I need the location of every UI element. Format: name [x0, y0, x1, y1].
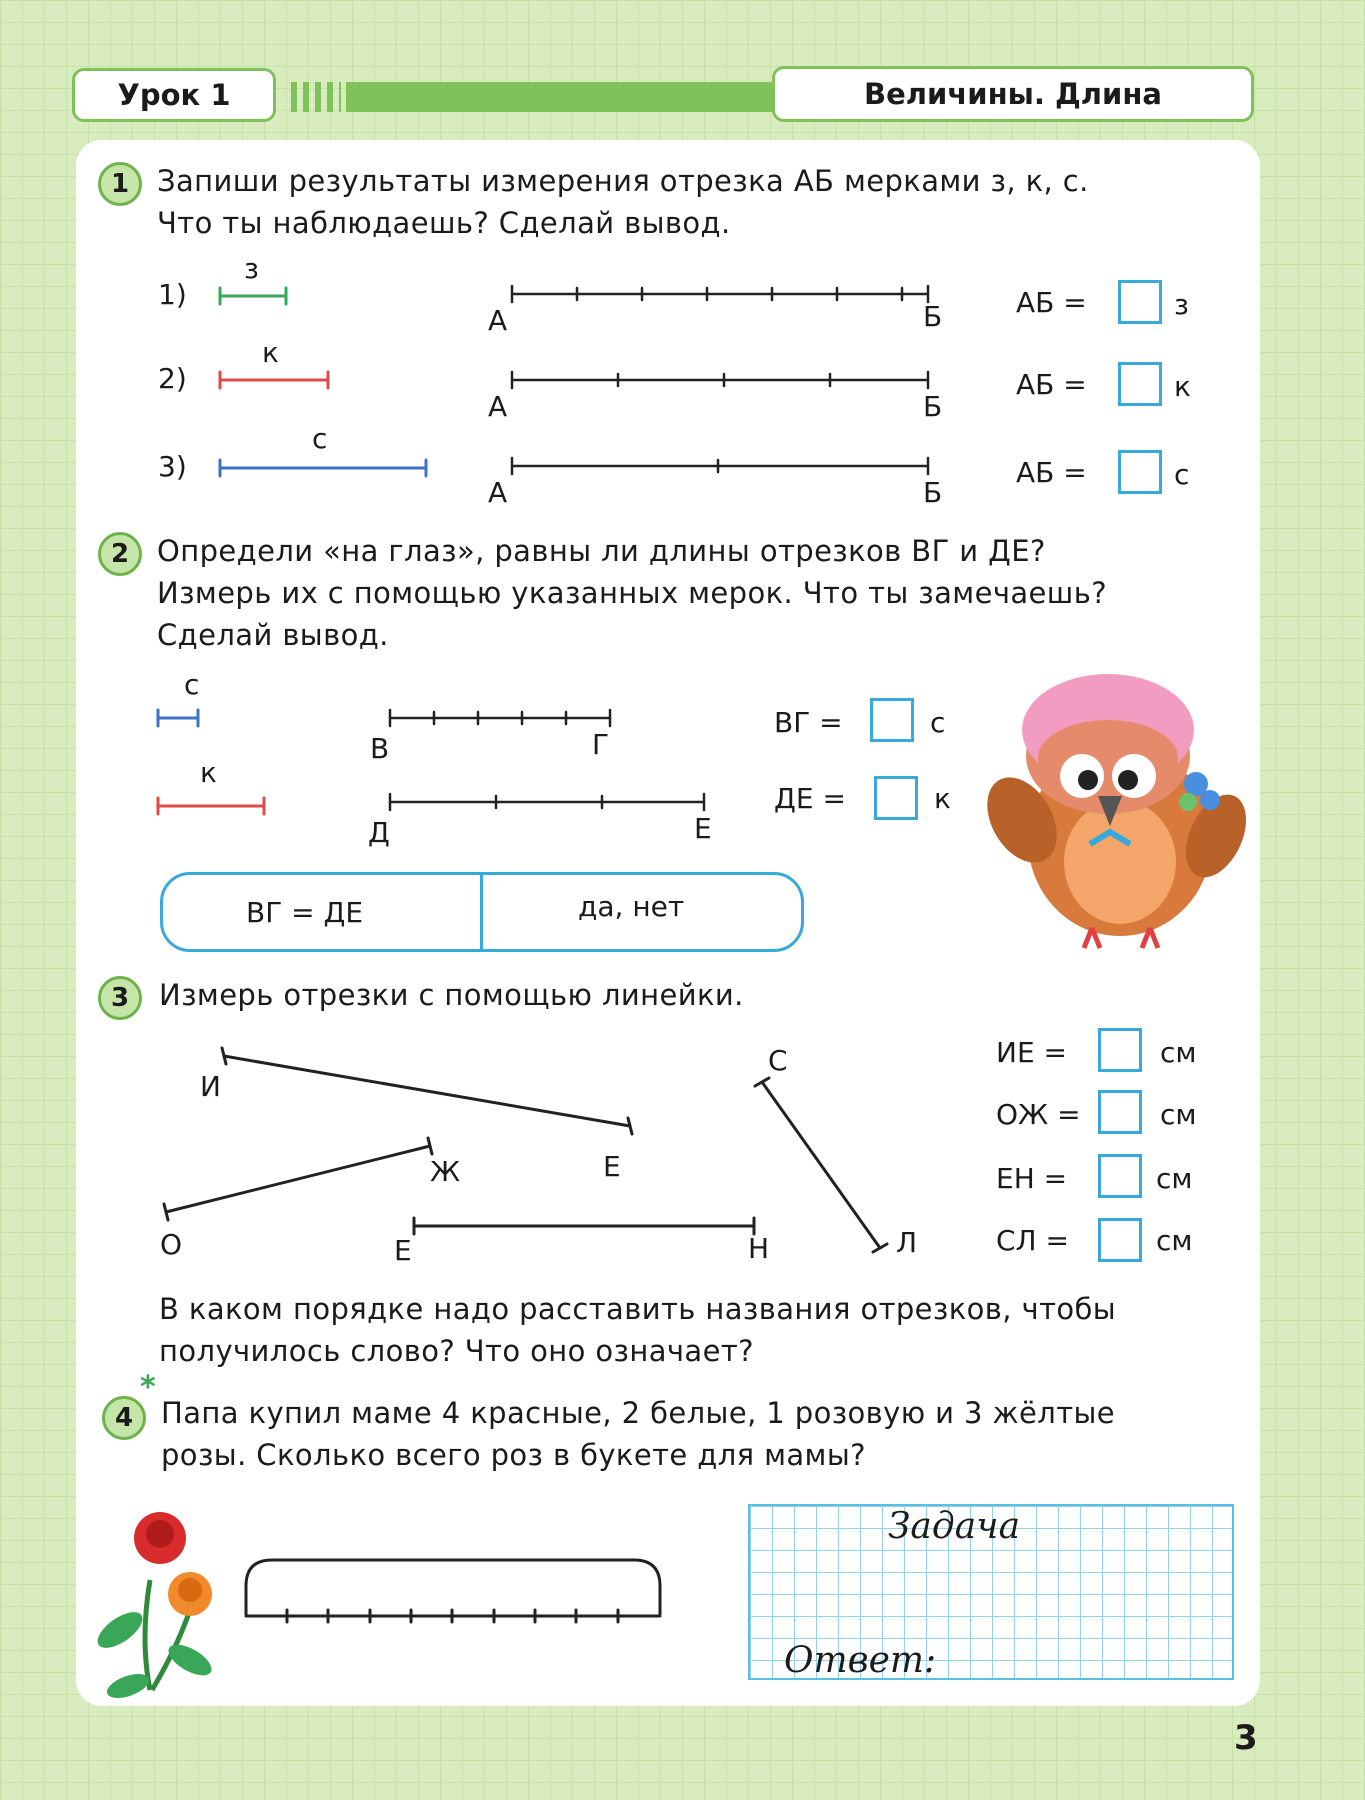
grid-answer-label: Ответ: — [784, 1640, 937, 1681]
ab-line-3 — [512, 458, 928, 474]
task1-row1-unit: з — [1174, 288, 1189, 321]
task1-row3-end: Б — [923, 476, 943, 509]
task4-text-line1: Папа купил маме 4 красные, 2 белые, 1 розовую и 3 жёлтые — [161, 1396, 1116, 1430]
task4-text-line2: розы. Сколько всего роз в букете для мамы? — [161, 1438, 866, 1472]
task1-row3-measure: с — [312, 422, 328, 455]
task1-row3-unit: с — [1174, 458, 1190, 491]
task3-result3-unit: см — [1156, 1162, 1193, 1195]
task2-seg1-end: Г — [592, 728, 610, 761]
task1-text-line1: Запиши результаты измерения отрезка АБ мерками з, к, с. — [157, 164, 1089, 198]
task3-number: 3 — [98, 976, 142, 1020]
point-n: Н — [748, 1232, 770, 1265]
task3-result1-label: ИЕ = — [996, 1036, 1067, 1069]
grid-task-title: Задача — [888, 1506, 1021, 1547]
roses-illustration — [92, 1512, 216, 1703]
task3-result1-unit: см — [1160, 1036, 1197, 1069]
task2-text-line1: Определи «на глаз», равны ли длины отрезков ВГ и ДЕ? — [157, 534, 1046, 568]
point-s: С — [768, 1044, 788, 1077]
page-number: 3 — [1234, 1718, 1258, 1758]
task1-row1-measure: з — [244, 252, 259, 285]
task3-result3-label: ЕН = — [996, 1162, 1068, 1195]
topic-title: Величины. Длина — [772, 66, 1254, 122]
task1-row2-measure: к — [262, 336, 279, 369]
task1-row2-start: А — [488, 390, 508, 423]
point-o: О — [160, 1228, 183, 1261]
task1-number: 1 — [98, 162, 142, 206]
ab-line-1 — [512, 286, 928, 302]
task1-row1-end: Б — [923, 300, 943, 333]
task2-unit2: к — [934, 782, 951, 815]
point-l: Л — [896, 1226, 918, 1259]
task2-text-line3: Сделай вывод. — [157, 618, 389, 652]
task1-row3-start: А — [488, 476, 508, 509]
task3-question-line1: В каком порядке надо расставить названия отрезков, чтобы — [159, 1292, 1117, 1326]
task2-seg2-end: Е — [694, 812, 712, 845]
task2-unit1: с — [930, 706, 946, 739]
task2-answer-left: ВГ = ДЕ — [246, 896, 364, 929]
task1-row3-result: АБ = — [1016, 456, 1087, 489]
measure-k-segment — [220, 372, 328, 388]
task2-text-line2: Измерь их с помощью указанных мерок. Что ты замечаешь? — [157, 576, 1107, 610]
task2-result2: ДЕ = — [774, 782, 846, 815]
measure-z-segment — [220, 288, 286, 304]
task2-result1: ВГ = — [774, 706, 843, 739]
task1-row2-index: 2) — [158, 362, 187, 395]
point-i: И — [200, 1070, 221, 1103]
point-e1: Е — [603, 1150, 621, 1183]
task4-number: 4 — [102, 1396, 146, 1440]
task1-row1-start: А — [488, 304, 508, 337]
measure-c-segment — [220, 460, 426, 476]
task3-result2-label: ОЖ = — [996, 1098, 1081, 1131]
task2-measure-c-segment — [158, 710, 198, 726]
task3-result4-unit: см — [1156, 1224, 1193, 1257]
point-e2: Е — [394, 1234, 412, 1267]
bouquet-segment — [246, 1560, 660, 1622]
task2-measure-c: с — [184, 668, 200, 701]
task3-text: Измерь отрезки с помощью линейки. — [159, 978, 744, 1012]
task2-measure-k-segment — [158, 798, 264, 814]
task3-result2-unit: см — [1160, 1098, 1197, 1131]
task3-result4-label: СЛ = — [996, 1224, 1069, 1257]
task4-star: * — [140, 1370, 156, 1405]
segment-sl — [755, 1078, 887, 1252]
task2-answer-right[interactable]: да, нет — [578, 890, 685, 923]
owl-illustration — [973, 674, 1258, 948]
point-zh: Ж — [430, 1155, 461, 1188]
task1-row2-result: АБ = — [1016, 368, 1087, 401]
task2-seg1-start: В — [370, 732, 390, 765]
ab-line-2 — [512, 372, 928, 388]
task2-seg2-start: Д — [368, 816, 390, 849]
task1-row1-index: 1) — [158, 278, 187, 311]
task2-measure-k: к — [200, 756, 217, 789]
task1-row2-end: Б — [923, 390, 943, 423]
segment-ozh — [164, 1138, 432, 1220]
segment-de — [390, 794, 704, 810]
task3-question-line2: получилось слово? Что оно означает? — [159, 1334, 754, 1368]
task1-text-line2: Что ты наблюдаешь? Сделай вывод. — [157, 206, 731, 240]
segment-ie — [222, 1048, 632, 1134]
task1-row3-index: 3) — [158, 450, 187, 483]
segment-en — [414, 1218, 754, 1234]
lesson-label: Урок 1 — [72, 68, 276, 122]
task1-row2-unit: к — [1174, 370, 1191, 403]
segment-vg — [390, 710, 610, 726]
task1-row1-result: АБ = — [1016, 286, 1087, 319]
task2-number: 2 — [98, 532, 142, 576]
